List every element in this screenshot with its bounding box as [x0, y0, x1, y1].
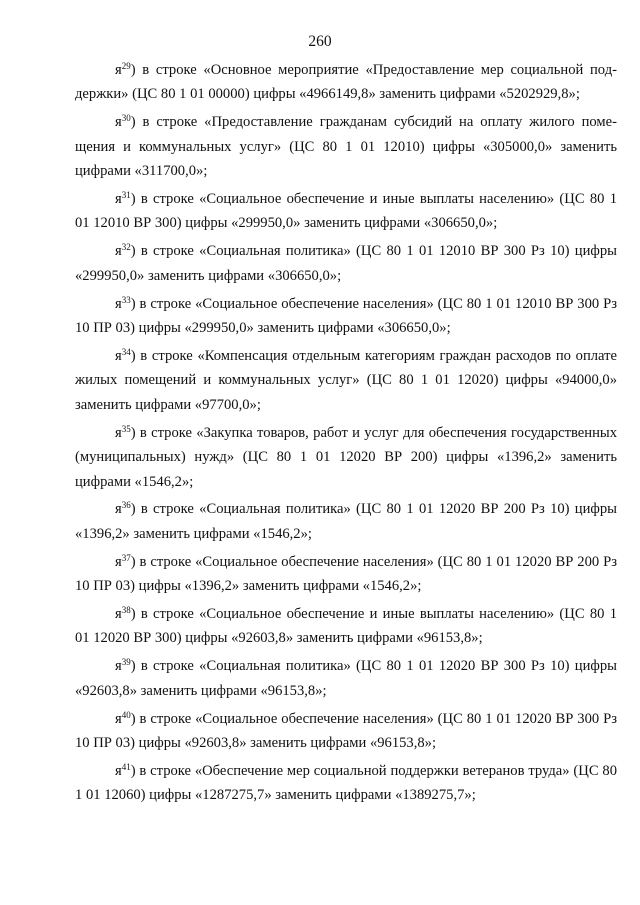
paragraph-text: ) в строке «Предоставление гражданам субсидий на оплату жилого помещения и коммунальных услуг» (ЦС 80 1 01 12010) цифры «305000,0» заменить цифрами «311700,0»;: [75, 114, 617, 180]
amendment-paragraph: [75, 759, 617, 808]
paragraph-text: ) в строке «Социальное обеспечение и иные выплаты населению» (ЦС 80 1 01 12010 ВР 300) цифры «299950,0» заменить цифрами «306650,0»;: [75, 191, 617, 232]
paragraph-text: ) в строке «Социальная политика» (ЦС 80 1 01 12010 ВР 300 Рз 10) цифры «299950,0» заменить цифрами «306650,0»;: [75, 243, 617, 284]
paragraph-text: ) в строке «Социальное обеспечение населения» (ЦС 80 1 01 12020 ВР 200 Рз 10 ПР 03) цифры «1396,2» заменить цифрами «1546,2»;: [75, 553, 617, 595]
paragraph-text: ) в строке «Социальное обеспечение и иные выплаты населению» (ЦС 80 1 01 12020 ВР 300) цифры «92603,8» заменить цифрами «96153,8»;: [75, 606, 617, 647]
item-number: 29: [121, 61, 131, 71]
amendment-paragraph: [75, 654, 617, 703]
item-number: 39: [121, 657, 131, 668]
item-letter: я: [115, 658, 122, 675]
amendment-paragraph: [75, 497, 617, 546]
amendment-paragraph: [75, 110, 617, 183]
paragraph-text: ) в строке «Социальное обеспечение населения» (ЦС 80 1 01 12020 ВР 300 Рз 10 ПР 03) цифры «92603,8» заменить цифрами «96153,8»;: [75, 710, 617, 752]
paragraph-text: ) в строке «Компенсация отдельным категориям граждан расходов по оплате жилых помещений и коммунальных услуг» (ЦС 80 1 01 12020) цифры «94000,0» заменить цифрами «97700,0»;: [75, 347, 617, 413]
item-letter: я: [115, 553, 122, 570]
paragraph-text: ) в строке «Социальное обеспечение населения» (ЦС 80 1 01 12010 ВР 300 Рз 10 ПР 03) цифры «299950,0» заменить цифрами «306650,0»;: [75, 295, 617, 337]
amendment-paragraph: [75, 187, 617, 236]
paragraph-text: ) в строке «Обеспечение мер социальной поддержки ветеранов труда» (ЦС 80 1 01 12060) цифры «1287275,7» заменить цифрами «1389275,7»;: [75, 762, 617, 804]
item-number: 33: [121, 294, 131, 305]
item-number: 40: [121, 709, 131, 720]
item-letter: я: [115, 191, 122, 208]
amendment-paragraph: [75, 292, 617, 341]
amendment-paragraph: [75, 707, 617, 756]
item-number: 34: [121, 346, 131, 357]
item-number: 36: [121, 500, 131, 511]
item-letter: я: [115, 424, 122, 441]
item-number: 32: [121, 242, 131, 253]
amendment-paragraph: [75, 58, 617, 107]
paragraph-text: ) в строке «Основное мероприятие «Предоставление мер социальной поддержки» (ЦС 80 1 01 00000) цифры «4966149,8» заменить цифрами «5202929,8»;: [75, 62, 617, 103]
item-number: 41: [121, 761, 131, 772]
item-number: 38: [121, 605, 131, 616]
document-body: [75, 58, 617, 811]
item-letter: я: [115, 62, 122, 78]
paragraph-text: ) в строке «Закупка товаров, работ и услуг для обеспечения государственных (муниципальных) нужд» (ЦС 80 1 01 12020 ВР 200) цифры «1396,2» заменить цифрами «1546,2»;: [75, 424, 617, 490]
item-letter: я: [115, 114, 122, 131]
item-letter: я: [115, 710, 122, 727]
item-letter: я: [115, 606, 122, 623]
item-number: 30: [121, 113, 131, 124]
amendment-paragraph: [75, 550, 617, 599]
page-number: 260: [308, 33, 332, 50]
item-number: 31: [121, 190, 131, 201]
paragraph-text: ) в строке «Социальная политика» (ЦС 80 1 01 12020 ВР 300 Рз 10) цифры «92603,8» заменить цифрами «96153,8»;: [75, 658, 617, 699]
item-letter: я: [115, 501, 122, 518]
amendment-paragraph: [75, 239, 617, 288]
amendment-paragraph: [75, 344, 617, 417]
item-letter: я: [115, 295, 122, 312]
item-number: 35: [121, 423, 131, 434]
item-number: 37: [121, 552, 131, 563]
item-letter: я: [115, 762, 122, 779]
amendment-paragraph: [75, 421, 617, 494]
item-letter: я: [115, 347, 122, 364]
paragraph-text: ) в строке «Социальная политика» (ЦС 80 1 01 12020 ВР 200 Рз 10) цифры «1396,2» заменить цифрами «1546,2»;: [75, 501, 617, 542]
item-letter: я: [115, 243, 122, 260]
amendment-paragraph: [75, 602, 617, 651]
